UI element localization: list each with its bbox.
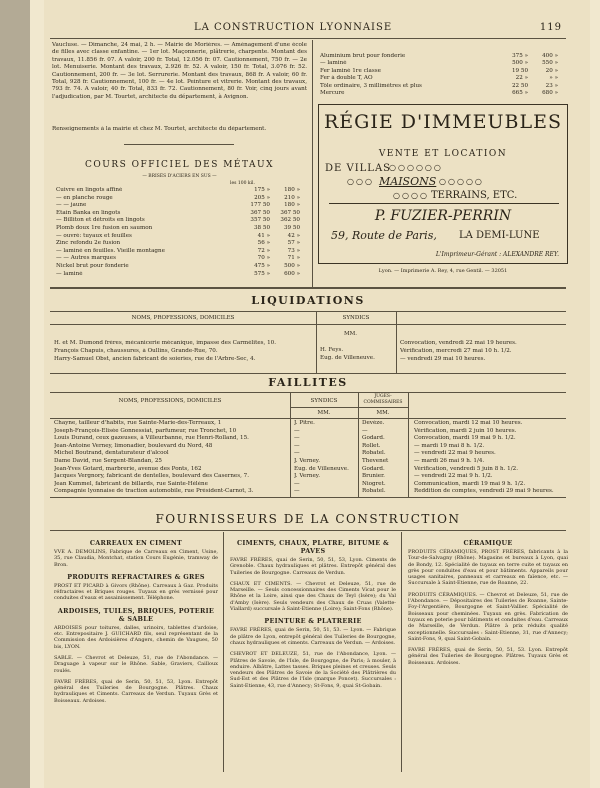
fail-col-names: NOMS, PROFESSIONS, DOMICILES [118,398,222,404]
fail-syndic: J. Pitre. [294,420,315,426]
fail-mm-2: MM. [376,410,390,416]
supplier-entry: ARDOISES pour toitures, dalles, urinoirs, tablettes d'ardoise, etc. Entrepositaire J. GUICHARD fils, seul représentant de la Commission des Ardoisières d'Angers, chemin de Vaugues, 50 bis, LYON. [54,624,218,650]
fail-syndic: J. Verney. [294,458,320,464]
metal-price-high: 600 » [284,270,300,277]
liq-vrule-1 [316,311,317,373]
faillites-title: FAILLITES [268,376,348,389]
metal-name: Nickel brut pour fonderie [56,263,129,269]
metal-price-low: 205 » [254,194,270,201]
metal-price-high: 39 50 [283,225,300,231]
binding-strip [0,0,30,788]
metaux-unit: les 100 kil. [230,181,255,186]
supplier-category-heading: CARREAUX EN CIMENT [89,539,183,547]
metal-name: Mercure [320,90,345,96]
fail-header-rule [50,418,566,419]
regie-name: P. FUZIER-PERRIN [374,208,512,224]
metal-name: — — Autres marques [56,255,116,262]
metal-price-high: 71 » [287,255,300,262]
metal-price-low: 357 50 [250,217,270,224]
metal-price-high: 180 » [284,187,300,193]
metal-price-high: 550 » [542,60,558,67]
metal-price-low: 175 » [254,187,270,193]
fail-top-rule [50,392,566,393]
liq-name: Harry-Samuel Obst, ancien fabricant de soieries, rue de l'Arbre-Sec, 4. [54,356,256,362]
fail-juge: Godard. [362,435,385,442]
regie-title: RÉGIE D'IMMEUBLES [324,111,562,133]
fail-syndic: — [294,427,300,434]
liq-syndic: H. Feys. [320,347,344,353]
short-rule [124,144,234,145]
regie-dots-4: ○○○○ [393,191,429,200]
metal-price-low: 41 » [257,232,270,239]
regie-line1: VENTE ET LOCATION [378,149,508,159]
supplier-entry: CHEVROT ET DELEUZE, 51, rue de l'Abondance, Lyon. — Plâtres de Savoie, de l'Isle, de Bourgogne, de Paris; à mouler, à enduire. Albâtre, Lattes tasses. Briques pleines et creuses. Seuls vendeurs des Plâtres de Savoie de la Société des Plâtrières du Sud-Est et des Plâtres de l'Isle (marque Poncet). Succursales : Saint-Etienne, 43, rue d'Annecy; St-Fons, 9, quai St-Gobain. [230,651,396,689]
fourn-vrule-2 [401,532,402,772]
fail-vrule-3 [408,392,409,497]
fail-col-juges: JUGES-COMMISSAIRES [363,394,403,405]
fourn-vrule-1 [223,532,224,772]
fail-juge: Robatel. [362,488,386,495]
fail-bottom-rule [50,497,566,498]
vaucluse-note: Renseignements à la mairie et chez M. Tourtet, architecte du département. [52,126,267,132]
metal-name: Plomb doux 1re fusion en saumon [56,225,153,231]
liq-mm: MM. [344,331,358,337]
fail-vrule-2 [358,392,359,497]
fail-syndic: — [294,450,300,457]
supplier-category-heading: ARDOISES, TUILES, BRIQUES, POTERIE & SABLE [57,606,215,623]
regie-address-town: LA DEMI-LUNE [459,230,540,241]
metal-price-low: 72 » [257,247,270,254]
page-number: 119 [539,22,562,33]
liq-date: Vérification, mercredi 27 mai 10 h. 1/2. [400,348,512,354]
section-rule [50,287,566,289]
fail-name: Dame David, rue Sergent-Blandan, 25 [54,458,162,464]
metal-name: Fer à double T, AO [320,75,373,82]
metal-price-high: 680 » [542,90,558,96]
metal-price-low: 500 » [512,60,528,67]
metal-price-high: 362 50 [280,217,300,224]
liq-name: H. et M. Dumond frères, mécanicerie mécanique, impasse des Carmélites, 10. [54,340,276,346]
imprimerie-line: Lyon. — Imprimerie A. Rey, 4, rue Gentil. — 32051 [378,268,508,274]
regie-address: 59, Route de Paris, [331,229,437,242]
page-header [44,22,590,38]
fail-juge: Rollet. [362,442,381,449]
supplier-category-heading: CÉRAMIQUE [463,539,513,547]
header-rule [50,38,566,39]
metaux-subtitle: — BRISÉS D'ACIERS EN SUS — [142,174,217,179]
supplier-entry: CHAUX ET CIMENTS. — Chevrot et Deleuze, 51, rue de Marseille. — Seuls concessionnaires des Ciments Vicat pour le Rhône et la Loire, ainsi que des Chaux de Teyl (Isère); du Val d'Amby (Isère). Seuls vendeurs des Chaux de Cruas (Valette-Viallard) succursale à Saint-Etienne (Loire); Saint-Fons (Rhône). [230,580,396,613]
fail-syndic: — [294,480,300,487]
regie-dots: ○○○○○○ [389,163,443,172]
fail-date: — vendredi 22 mai 9 h. 1/2. [414,473,493,480]
fail-name: Louis Durand, ceux gazeuses, à Villeurbanne, rue Henri-Rolland, 15. [54,435,249,442]
metaux-title: COURS OFFICIEL DES MÉTAUX [84,160,275,170]
fournisseurs-col-2 [230,536,396,694]
fail-syndic: — [294,488,300,495]
metal-name: — laminé [56,270,83,277]
fail-syndic: — [294,442,300,449]
fail-date: Reddition de comptes, vendredi 29 mai 9 heures. [414,488,554,495]
metal-price-low: 475 » [254,263,270,269]
page [44,0,590,788]
metal-price-high: 73 » [287,247,300,254]
liq-name: François Chapuis, chaussures, à Oullins, Grande-Rue, 70. [54,348,218,354]
regie-rule [329,203,559,204]
liq-date: Convocation, vendredi 22 mai 19 heures. [400,340,517,346]
fail-name: Michel Boutrand, dentaturateur d'alcool [54,450,169,457]
fail-vrule-1 [290,392,291,497]
liquidations-title: LIQUIDATIONS [251,294,365,307]
liq-col-syndics: SYNDICS [342,315,370,321]
metal-price-low: 22 50 [511,82,528,89]
fail-date: — mardi 26 mai 9 h. 1/4. [414,458,485,464]
fail-date: Vérification, vendredi 5 juin 8 h. 1/2. [414,465,518,472]
fourn-rule [50,530,566,531]
fail-juge: Thevenet [362,458,389,464]
metal-price-high: 20 » [545,67,558,74]
supplier-entry: PRODUITS CÉRAMIQUES. — Chevrot et Deleuze, 51, rue de l'Abondance. — Dépositaires des Tuileries de Roanne, Sainte-Foy-l'Argentière, Bourgogne et Saint-Vallier. Spécialité de Boisseaux pour cheminées. Tuyaux en grès. Fabrication de tuyaux en poterie pour bâtiments et conduites d'eau. Carreaux de Marseille, de Verdun. Plâtre à prix réduits qualité exceptionnelle. Succursales : Saint-Etienne, 31, rue d'Annecy; Saint-Fons, 9, quai Saint-Gobain. [408,591,568,642]
metal-price-low: 70 » [257,255,270,262]
fail-name: Joseph-François-Elisée Gonnessiat, parfumeur, rue Tronchet, 10 [54,427,237,434]
fail-date: — vendredi 22 mai 9 heures. [414,450,496,457]
metal-name: — en planche rouge [56,194,113,201]
metal-name: — laminé en feuilles. Vieille montagne [56,247,165,254]
supplier-entry: FAVRE FRÈRES, quai de Serin, 50, 51, 53. — Lyon. — Fabrique de plâtre de Lyon, entrepôt général des Tuileries de Bourgogne, chaux hydrauliques et ciments. Carreaux de Verdun. — Ardoises. [230,627,396,646]
fail-name: Chayne, tailleur d'habits, rue Sainte-Marie-des-Terreaux, 1 [54,420,222,426]
metal-price-low: 38 50 [253,225,270,231]
metal-name: Tôle ordinaire, 3 millimètres et plus [320,82,422,89]
supplier-entry: PROST ET PICARD à Givors (Rhône). Carreaux à Gaz. Produits réfractaires et Briques rouges. Tuyaux en grès vernissé pour conduites d'eaux et assainissement. Téléphone. [54,582,218,602]
fail-syndic: — [294,435,300,442]
fail-juge: Niogret. [362,480,386,487]
fail-juge: Devèze. [362,420,385,426]
metal-name: Étain Banka en lingots [56,209,121,216]
metal-price-low: 19 50 [511,67,528,74]
regie-dots-2: ○○○ [347,177,374,186]
metal-price-high: 400 » [542,53,558,59]
imprimeur-gerant: L'Imprimeur-Gérant : ALEXANDRE REY. [435,251,559,258]
regie-dots-3: ○○○○○ [439,177,484,186]
supplier-entry: SABLE. — Chevrot et Deleuze, 51, rue de l'Abondance. — Draguage à vapeur sur le Rhône. Sable, Graviers, Cailloux roulés. [54,654,218,674]
metal-price-high: 57 » [287,240,300,247]
metal-name: — Billiton et détroits en lingots [56,217,145,224]
column-divider [312,40,313,288]
liq-date: — vendredi 29 mai 10 heures. [400,356,486,362]
fournisseurs-col-3 [408,536,568,671]
metal-price-high: » » [549,75,558,82]
fail-date: Convocation, mardi 12 mai 10 heures. [414,420,523,426]
supplier-entry: FAVRE FRÈRES, quai de Serin, 50, 51, 53, Lyon. Entrepôt général des Tuileries de Bourgogne. Plâtres. Chaux hydrauliques et Ciments. Carreaux de Verdun. Tuyaux Grès et Boisseaux. Ardoises. [54,678,218,704]
metal-price-high: 23 » [545,82,558,89]
fail-name: Jean-Antoine Verney, limonadier, boulevard du Nord, 48 [54,442,213,449]
fail-date: Vérification, mardi 2 juin 10 heures. [414,427,517,434]
metal-price-low: 665 » [512,90,528,96]
metal-price-high: 42 » [287,232,300,239]
fail-date: — mardi 19 mai 8 h. 1/2. [414,442,485,449]
fail-juge: Brunier. [362,473,385,480]
liq-syndic: Eug. de Villeneuve. [320,355,375,361]
regie-line3: MAISONS [379,175,437,188]
metal-price-low: 56 » [257,240,270,247]
liq-header-rule [50,324,566,325]
supplier-entry: PRODUITS CÉRAMIQUES, PROST FRÈRES, fabricants à la Tour-de-Salvagny (Rhône). Magasins et bureaux à Lyon, quai de Bondy, 12. Spécialité de tuyaux en terre cuite et tuyaux en grès pour conduites d'eau et pour bâtiments. Appareils pour usages sanitaires, panneaux et carreaux en faïence, etc. — Succursale à Saint-Etienne, rue de Roanne, 22. [408,549,568,587]
fournisseurs-col-1 [54,536,218,709]
metal-name: Cuivre en lingots affiné [56,187,123,193]
fail-name: Jean-Yves Gotard, marbrerie, avenue des Ponts, 162 [54,465,202,472]
metal-name: — ouvré: tuyaux et feuilles [56,232,132,239]
metal-price-low: 375 » [512,53,528,59]
supplier-entry: VVE A. DEMOLINS, Fabrique de Carreaux en Ciment, Usine, 35, rue Claudia, Montchat, station Cours Eugénie, tramway de Bron. [54,549,218,568]
vaucluse-notice: Vaucluse. — Dimanche, 24 mai, 2 h. — Mairie de Morières. — Aménagement d'une école de filles avec classe enfantine. — 1er lot. Maçonnerie, plâtrerie, charpente. Montant des travaux, 11.856 fr. 07. A valoir, 200 fr. Total, 12.056 fr. 07. Cautionnement, 750 fr. — 2e lot. Menuiserie. Montant des travaux, 2.926 fr. 52. A valoir, 150 fr. Total, 3.076 fr. 52. Cautionnement, 200 fr. — 3e lot. Serrurerie. Montant des travaux, 868 fr. A valoir, 60 fr. Total, 928 fr. Cautionnement, 100 fr. — 4e lot. Peinture et vitrerie. Montant des travaux, 793 fr. 74. A valoir, 40 fr. Total, 833 fr. 72. Cautionnement, 80 fr. Voir, cinq jours avant l'adjudication, par M. Tourtet, architecte du département, à Avignon. [52,42,307,100]
metal-price-low: 177 50 [250,202,270,209]
metal-name: Zinc refondu 2e fusion [56,240,121,247]
fail-name: Compagnie lyonnaise de traction automobile, rue Président-Carnot, 3. [54,488,254,495]
fournisseurs-title: FOURNISSEURS DE LA CONSTRUCTION [155,512,461,526]
fail-date: Communication, mardi 19 mai 9 h. 1/2. [414,480,526,487]
fail-date: Convocation, mardi 19 mai 9 h. 1/2. [414,435,516,442]
fail-juge: Robatel. [362,450,386,457]
metal-price-low: 367 50 [250,209,270,216]
metal-name: Aluminium brut pour fonderie [320,53,406,59]
fail-juge: — [362,427,368,434]
regie-ad [318,104,568,264]
fail-mm: MM. [317,410,331,416]
journal-title: LA CONSTRUCTION LYONNAISE [194,22,393,33]
metal-name: — — jaune [56,202,87,209]
regie-line2: DE VILLAS [325,163,392,174]
metal-name: Fer laminé 1re classe [320,67,381,74]
metal-price-high: 210 » [284,194,300,201]
metal-price-high: 500 » [284,263,300,269]
liq-vrule-2 [396,311,397,373]
metal-price-low: 22 » [515,75,528,82]
fail-sub-rule [290,407,408,408]
supplier-entry: FAVRE FRÈRES, quai de Serin, 50, 51, 53, Lyon. Ciments de Grenoble. Chaux hydrauliques et plâtres. Entrepôt général des Tuileries de Bourgogne. Carreaux de Verdun. [230,557,396,576]
supplier-category-heading: PRODUITS REFRACTAIRES & GRES [67,572,205,581]
supplier-category-heading: PEINTURE & PLATRERIE [264,617,362,626]
fail-syndic: J. Verney. [294,473,320,480]
regie-line4: TERRAINS, ETC. [431,190,518,201]
metal-price-high: 367 50 [280,209,300,216]
metal-price-low: 575 » [254,270,270,277]
liq-top-rule [50,311,566,312]
fail-syndic: Eug. de Villeneuve. [294,465,349,472]
supplier-entry: FAVRE FRÈRES, quai de Serin, 50, 51, 53. Lyon. Entrepôt général des Tuileries de Bourgogne. Plâtres. Tuyaux Grès et Boisseaux. Ardoises. [408,647,568,666]
liq-col-names: NOMS, PROFESSIONS, DOMICILES [131,315,235,321]
metal-name: — laminé [320,60,347,67]
supplier-category-heading: CIMENTS, CHAUX, PLATRE, BITUME & PAVES [236,539,390,555]
metal-price-high: 180 » [284,202,300,209]
fail-name: Jacques Vergnory, fabricant de dentelles, boulevard des Casernes, 7. [54,473,250,480]
fail-col-syndics: SYNDICS [310,398,338,404]
fail-name: Jean Kummel, fabricant de billards, rue Sainte-Hélène [54,480,208,487]
fail-juge: Godard. [362,465,385,472]
liq-bottom-rule [50,373,566,374]
